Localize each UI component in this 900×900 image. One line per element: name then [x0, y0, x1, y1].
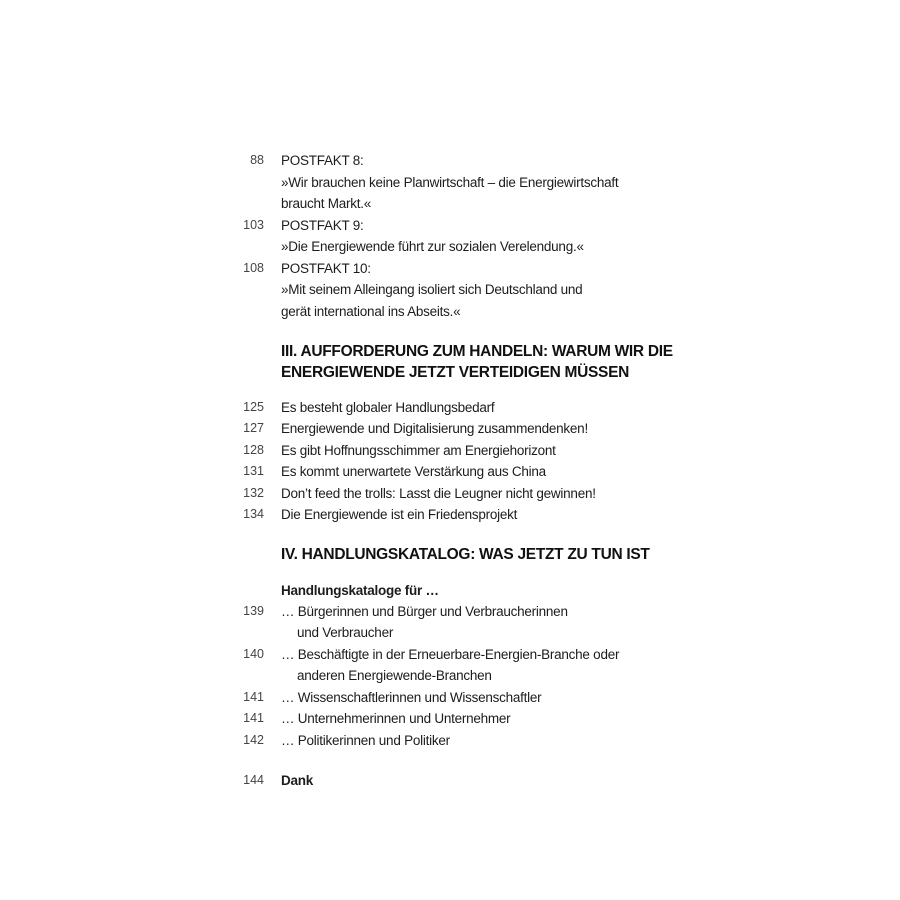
page-number: 127 [243, 421, 264, 435]
toc-entry-continuation [0, 665, 900, 686]
entry-title: Es kommt unerwartete Verstärkung aus China [281, 464, 546, 479]
toc-entry [0, 644, 900, 665]
subsection-title: Handlungskataloge für … [281, 583, 439, 598]
toc-entry [0, 258, 900, 279]
section-heading-iv: IV. HANDLUNGSKATALOG: WAS JETZT ZU TUN IST [281, 546, 650, 563]
entry-text: »Die Energiewende führt zur sozialen Verelendung.« [281, 239, 584, 254]
toc-entry-continuation [0, 236, 900, 257]
toc-entry [0, 687, 900, 708]
entry-title: POSTFAKT 10: [281, 261, 371, 276]
entry-title: Energiewende und Digitalisierung zusammendenken! [281, 421, 588, 436]
page-number: 144 [243, 773, 264, 787]
entry-text: und Verbraucher [297, 625, 394, 640]
page-number: 132 [243, 486, 264, 500]
toc-entry [0, 150, 900, 171]
entry-title: … Politikerinnen und Politiker [281, 733, 450, 748]
page-number: 131 [243, 464, 264, 478]
entry-title: POSTFAKT 9: [281, 218, 364, 233]
page-number: 134 [243, 507, 264, 521]
toc-entry [0, 601, 900, 622]
entry-title: Es gibt Hoffnungsschimmer am Energiehorizont [281, 443, 556, 458]
entry-title: … Unternehmerinnen und Unternehmer [281, 711, 511, 726]
page-number: 139 [243, 604, 264, 618]
entry-title: … Beschäftigte in der Erneuerbare-Energien-Branche oder [281, 647, 620, 662]
toc-entry [0, 215, 900, 236]
page-number: 142 [243, 733, 264, 747]
entry-text: braucht Markt.« [281, 196, 372, 211]
toc-entry-continuation [0, 301, 900, 322]
toc-entry [0, 397, 900, 418]
toc-entry-continuation [0, 279, 900, 300]
entry-text: »Mit seinem Alleingang isoliert sich Deutschland und [281, 282, 583, 297]
toc-entry [0, 440, 900, 461]
page-number: 88 [250, 153, 264, 167]
entry-title: … Wissenschaftlerinnen und Wissenschaftler [281, 690, 542, 705]
toc-entry [0, 708, 900, 729]
entry-title: Dank [281, 773, 314, 788]
entry-title: … Bürgerinnen und Bürger und Verbraucherinnen [281, 604, 568, 619]
page-number: 108 [243, 261, 264, 275]
toc-entry-continuation [0, 622, 900, 643]
page-number: 103 [243, 218, 264, 232]
page-number: 125 [243, 400, 264, 414]
subsection-heading [0, 580, 900, 601]
entry-title: Don’t feed the trolls: Lasst die Leugner nicht gewinnen! [281, 486, 596, 501]
entry-text: anderen Energiewende-Branchen [297, 668, 492, 683]
page-number: 128 [243, 443, 264, 457]
page-number: 141 [243, 711, 264, 725]
section-heading-iii: III. AUFFORDERUNG ZUM HANDELN: WARUM WIR DIE [281, 343, 673, 360]
toc-entry-dank [0, 770, 900, 791]
toc-entry-continuation [0, 193, 900, 214]
entry-text: gerät international ins Abseits.« [281, 304, 461, 319]
entry-title: POSTFAKT 8: [281, 153, 364, 168]
entry-title: Die Energiewende ist ein Friedensprojekt [281, 507, 518, 522]
toc-entry [0, 730, 900, 751]
section-heading-iii-line2: ENERGIEWENDE JETZT VERTEIDIGEN MÜSSEN [281, 364, 630, 381]
toc-entry-continuation [0, 172, 900, 193]
toc-entry [0, 461, 900, 482]
toc-entry [0, 418, 900, 439]
page-number: 141 [243, 690, 264, 704]
toc-entry [0, 483, 900, 504]
entry-title: Es besteht globaler Handlungsbedarf [281, 400, 495, 415]
page-number: 140 [243, 647, 264, 661]
toc-entry [0, 504, 900, 525]
entry-text: »Wir brauchen keine Planwirtschaft – die Energiewirtschaft [281, 175, 619, 190]
